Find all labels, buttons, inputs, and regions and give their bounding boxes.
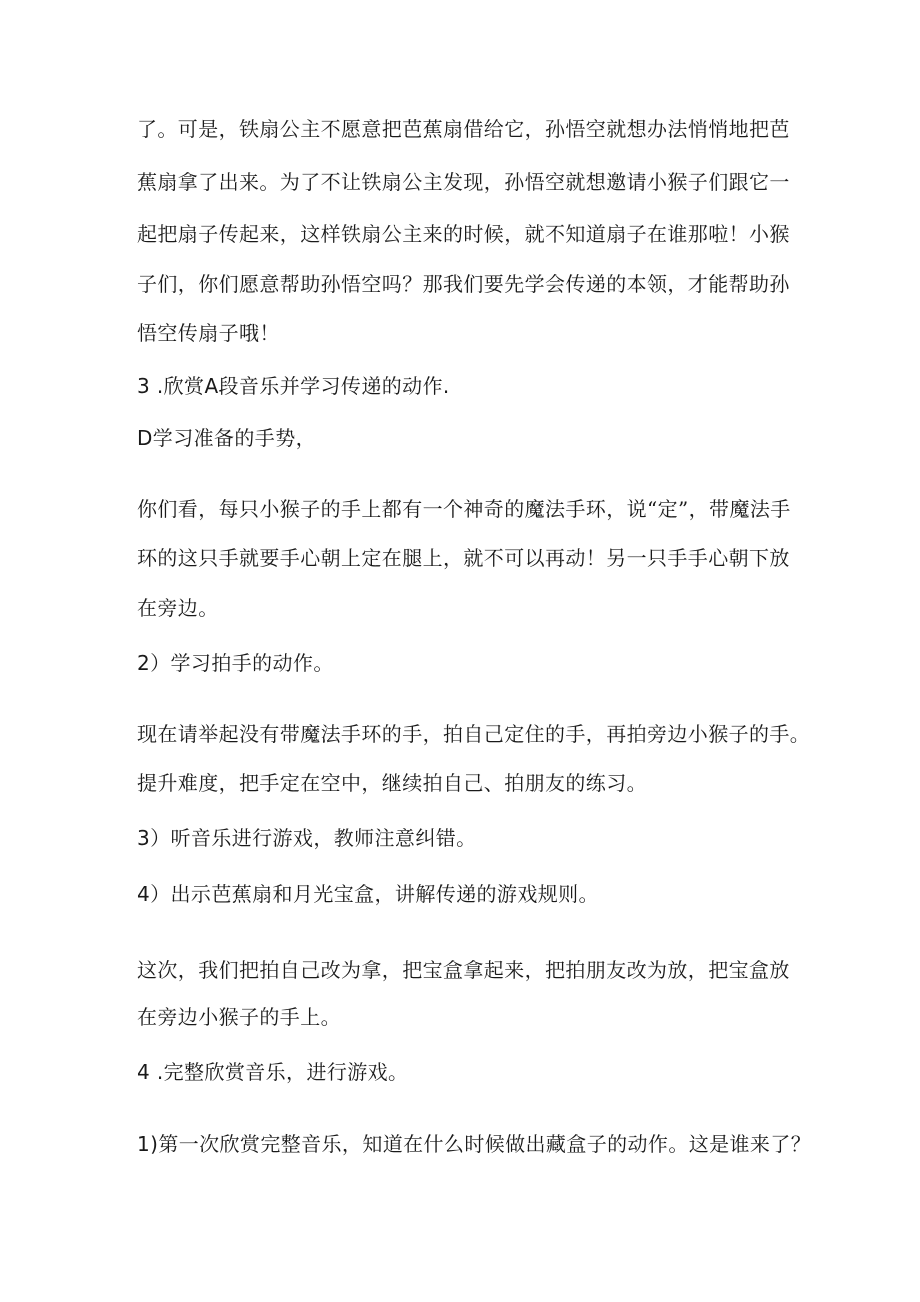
step-3-title: 3）听音乐进行游戏，教师注意纠错。: [137, 826, 477, 850]
step-4-1-line: 1)第一次欣赏完整音乐，知道在什么时候做出藏盒子的动作。这是谁来了？: [137, 1132, 812, 1156]
paragraph-step1-line-3: 在旁边。: [137, 596, 219, 620]
step-2-title: 2）学习拍手的动作。: [137, 651, 334, 675]
step-1-title: D学习准备的手势，: [137, 426, 317, 450]
paragraph-step1-line-2: 环的这只手就要手心朝上定在腿上，就不可以再动！另一只手手心朝下放: [137, 546, 790, 570]
paragraph-step4-line-2: 在旁边小猴子的手上。: [137, 1005, 341, 1029]
step-4-title: 4）出示芭蕉扇和月光宝盒，讲解传递的游戏规则。: [137, 882, 599, 906]
paragraph-intro-line-5: 悟空传扇子哦！: [137, 321, 280, 345]
paragraph-intro-line-1: 了。可是，铁扇公主不愿意把芭蕉扇借给它，孙悟空就想办法悄悄地把芭: [137, 117, 790, 141]
paragraph-intro-line-2: 蕉扇拿了出来。为了不让铁扇公主发现，孙悟空就想邀请小猴子们跟它一: [137, 170, 790, 194]
paragraph-intro-line-4: 子们，你们愿意帮助孙悟空吗？那我们要先学会传递的本领，才能帮助孙: [137, 272, 790, 296]
paragraph-step4-line-1: 这次，我们把拍自己改为拿，把宝盒拿起来，把拍朋友改为放，把宝盒放: [137, 958, 790, 982]
paragraph-step2-line-1: 现在请举起没有带魔法手环的手，拍自己定住的手，再拍旁边小猴子的手。: [137, 722, 811, 746]
section-heading-3: 3 .欣赏A段音乐并学习传递的动作.: [137, 374, 450, 398]
section-heading-4: 4 .完整欣赏音乐，进行游戏。: [137, 1060, 409, 1084]
paragraph-step2-line-2: 提升难度，把手定在空中，继续拍自己、拍朋友的练习。: [137, 771, 647, 795]
paragraph-step1-line-1: 你们看，每只小猴子的手上都有一个神奇的魔法手环，说“定”，带魔法手: [137, 497, 791, 521]
paragraph-intro-line-3: 起把扇子传起来，这样铁扇公主来的时候，就不知道扇子在谁那啦！小猴: [137, 222, 790, 246]
